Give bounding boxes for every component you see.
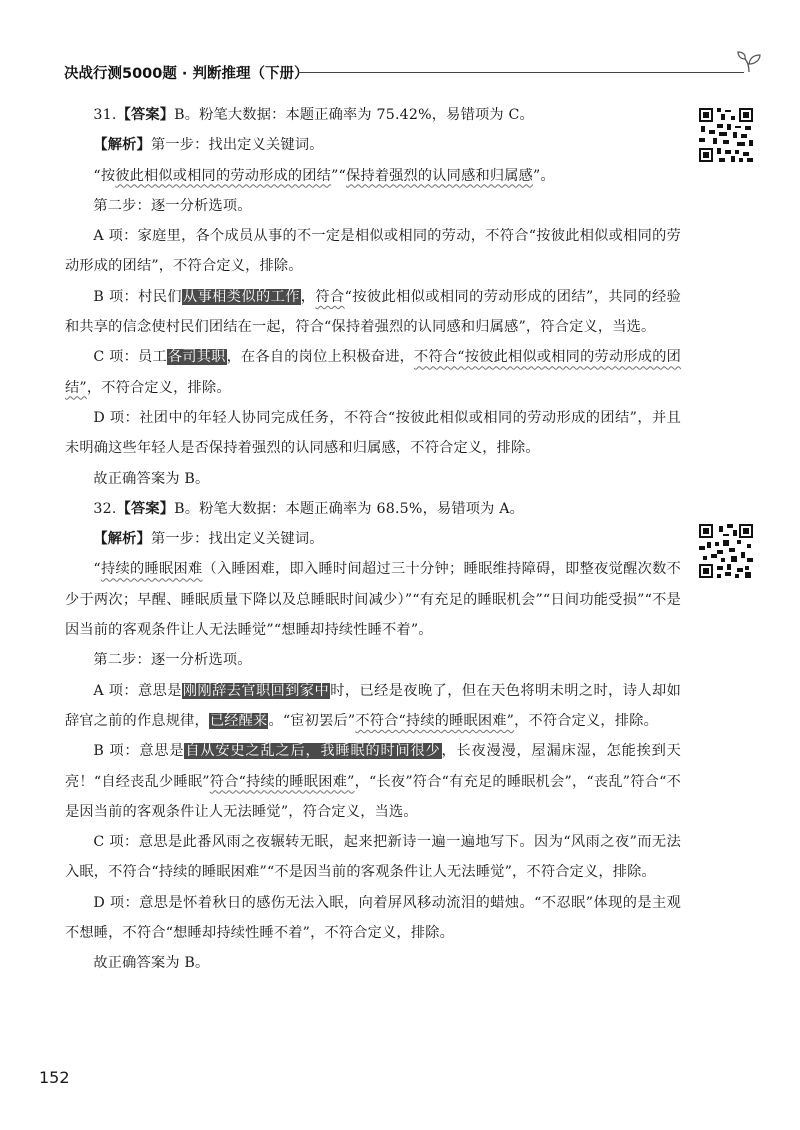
book-title: 决战行测5000题 · 判断推理（下册） — [64, 66, 309, 82]
analysis-tag: 【解析】 — [93, 137, 151, 154]
qr-code-icon[interactable] — [697, 106, 755, 164]
page-header — [40, 56, 760, 92]
highlight: 已经醒来 — [209, 712, 268, 729]
q32-keywords: “持续的睡眠困难（入睡困难，即入睡时间超过三十分钟；睡眠维持障碍，即整夜觉醒次数不少于两次；早醒、睡眠质量下降以及总睡眠时间减少）”“有充足的睡眠机会”“日间功能受损”“不是因当前的客观条件让人无法睡觉”“想睡却持续性睡不着”。 — [65, 561, 682, 639]
answer-tag: 【答案】 — [116, 500, 175, 517]
answer-tag: 【答案】 — [116, 107, 175, 123]
highlight: 自从安史之乱之后，我睡眠的时间很少 — [185, 743, 441, 760]
q31-analysis-line: 【解析】第一步：找出定义关键词。 — [93, 137, 324, 154]
sprout-icon — [736, 50, 762, 74]
highlight: 刚刚辞去官职回到家中 — [182, 682, 330, 699]
q31-conclusion: 故正确答案为 B。 — [93, 470, 210, 487]
page-number: 152 — [39, 1068, 70, 1087]
q32-answer-line: 32.【答案】B。粉笔大数据：本题正确率为 68.5%，易错项为 A。 — [93, 500, 525, 517]
q32-option-d: D 项：意思是怀着秋日的感伤无法入眠，向着屏风移动流泪的蜡烛。“不忍眠”体现的是主观不想睡，不符合“想睡却持续性睡不着”，不符合定义，排除。 — [65, 894, 681, 942]
q31-option-c: C 项：员工各司其职，在各自的岗位上积极奋进，不符合“按彼此相似或相同的劳动形成的团结”，不符合定义，排除。 — [65, 349, 682, 396]
keyword-underline: 不符合“持续的睡眠困难” — [355, 712, 515, 729]
q31-step2: 第二步：逐一分析选项。 — [93, 197, 252, 214]
q32-analysis-line: 【解析】第一步：找出定义关键词。 — [93, 531, 324, 548]
keyword-underline: 符合 — [315, 288, 345, 305]
page-content — [65, 100, 681, 979]
q31-answer-line: 31.【答案】B。粉笔大数据：本题正确率为 75.42%，易错项为 C。 — [93, 107, 534, 123]
q32-option-a: A 项：意思是刚刚辞去官职回到家中时，已经是夜晚了，但在天色将明未明之时，诗人却如辞官之前的作息规律，已经醒来。“宦初罢后”不符合“持续的睡眠困难”，不符合定义，排除。 — [65, 682, 681, 729]
q31-option-d: D 项：社团中的年轻人协同完成任务，不符合“按彼此相似或相同的劳动形成的团结”，并且未明确这些年轻人是否保持着强烈的认同感和归属感，不符合定义，排除。 — [65, 409, 681, 457]
keyword-underline: 彼此相似或相同的劳动形成的团结 — [115, 167, 332, 184]
analysis-tag: 【解析】 — [93, 531, 151, 548]
keyword-underline: 持续的睡眠困难 — [100, 561, 203, 578]
keyword-underline: 保持着强烈的认同感和归属感 — [345, 167, 534, 184]
q31-keywords: “按彼此相似或相同的劳动形成的团结”“保持着强烈的认同感和归属感”。 — [93, 167, 555, 184]
q32-option-c: C 项：意思是此番风雨之夜辗转无眠，起来把新诗一遍一遍地写下。因为“风雨之夜”而无法入眠，不符合“持续的睡眠困难”“不是因当前的客观条件让人无法睡觉”，不符合定义，排除。 — [65, 834, 681, 881]
q32-conclusion: 故正确答案为 B。 — [93, 955, 210, 972]
qr-code-icon[interactable] — [697, 522, 755, 580]
q32-option-b: B 项：意思是自从安史之乱之后，我睡眠的时间很少，长夜漫漫，屋漏床湿，怎能挨到天亮！“自经丧乱少睡眠”符合“持续的睡眠困难”，“长夜”符合“有充足的睡眠机会”，“丧乱”符合“不是因当前的客观条件让人无法睡觉”，符合定义，当选。 — [65, 743, 682, 820]
q31-option-b: B 项：村民们从事相类似的工作，符合“按彼此相似或相同的劳动形成的团结”，共同的经验和共享的信念使村民们团结在一起，符合“保持着强烈的认同感和归属感”，符合定义，当选。 — [65, 288, 682, 336]
q31-option-a: A 项：家庭里，各个成员从事的不一定是相似或相同的劳动，不符合“按彼此相似或相同的劳动形成的团结”，不符合定义，排除。 — [65, 228, 681, 275]
header-divider — [298, 72, 744, 73]
keyword-underline: 符合“持续的睡眠困难” — [209, 773, 355, 790]
highlight: 从事相类似的工作 — [182, 288, 300, 305]
highlight: 各司其职 — [167, 349, 226, 366]
q32-step2: 第二步：逐一分析选项。 — [93, 652, 252, 669]
keyword-underline: 不符合“按彼此相似或相同的劳动形成的团结” — [65, 349, 682, 396]
